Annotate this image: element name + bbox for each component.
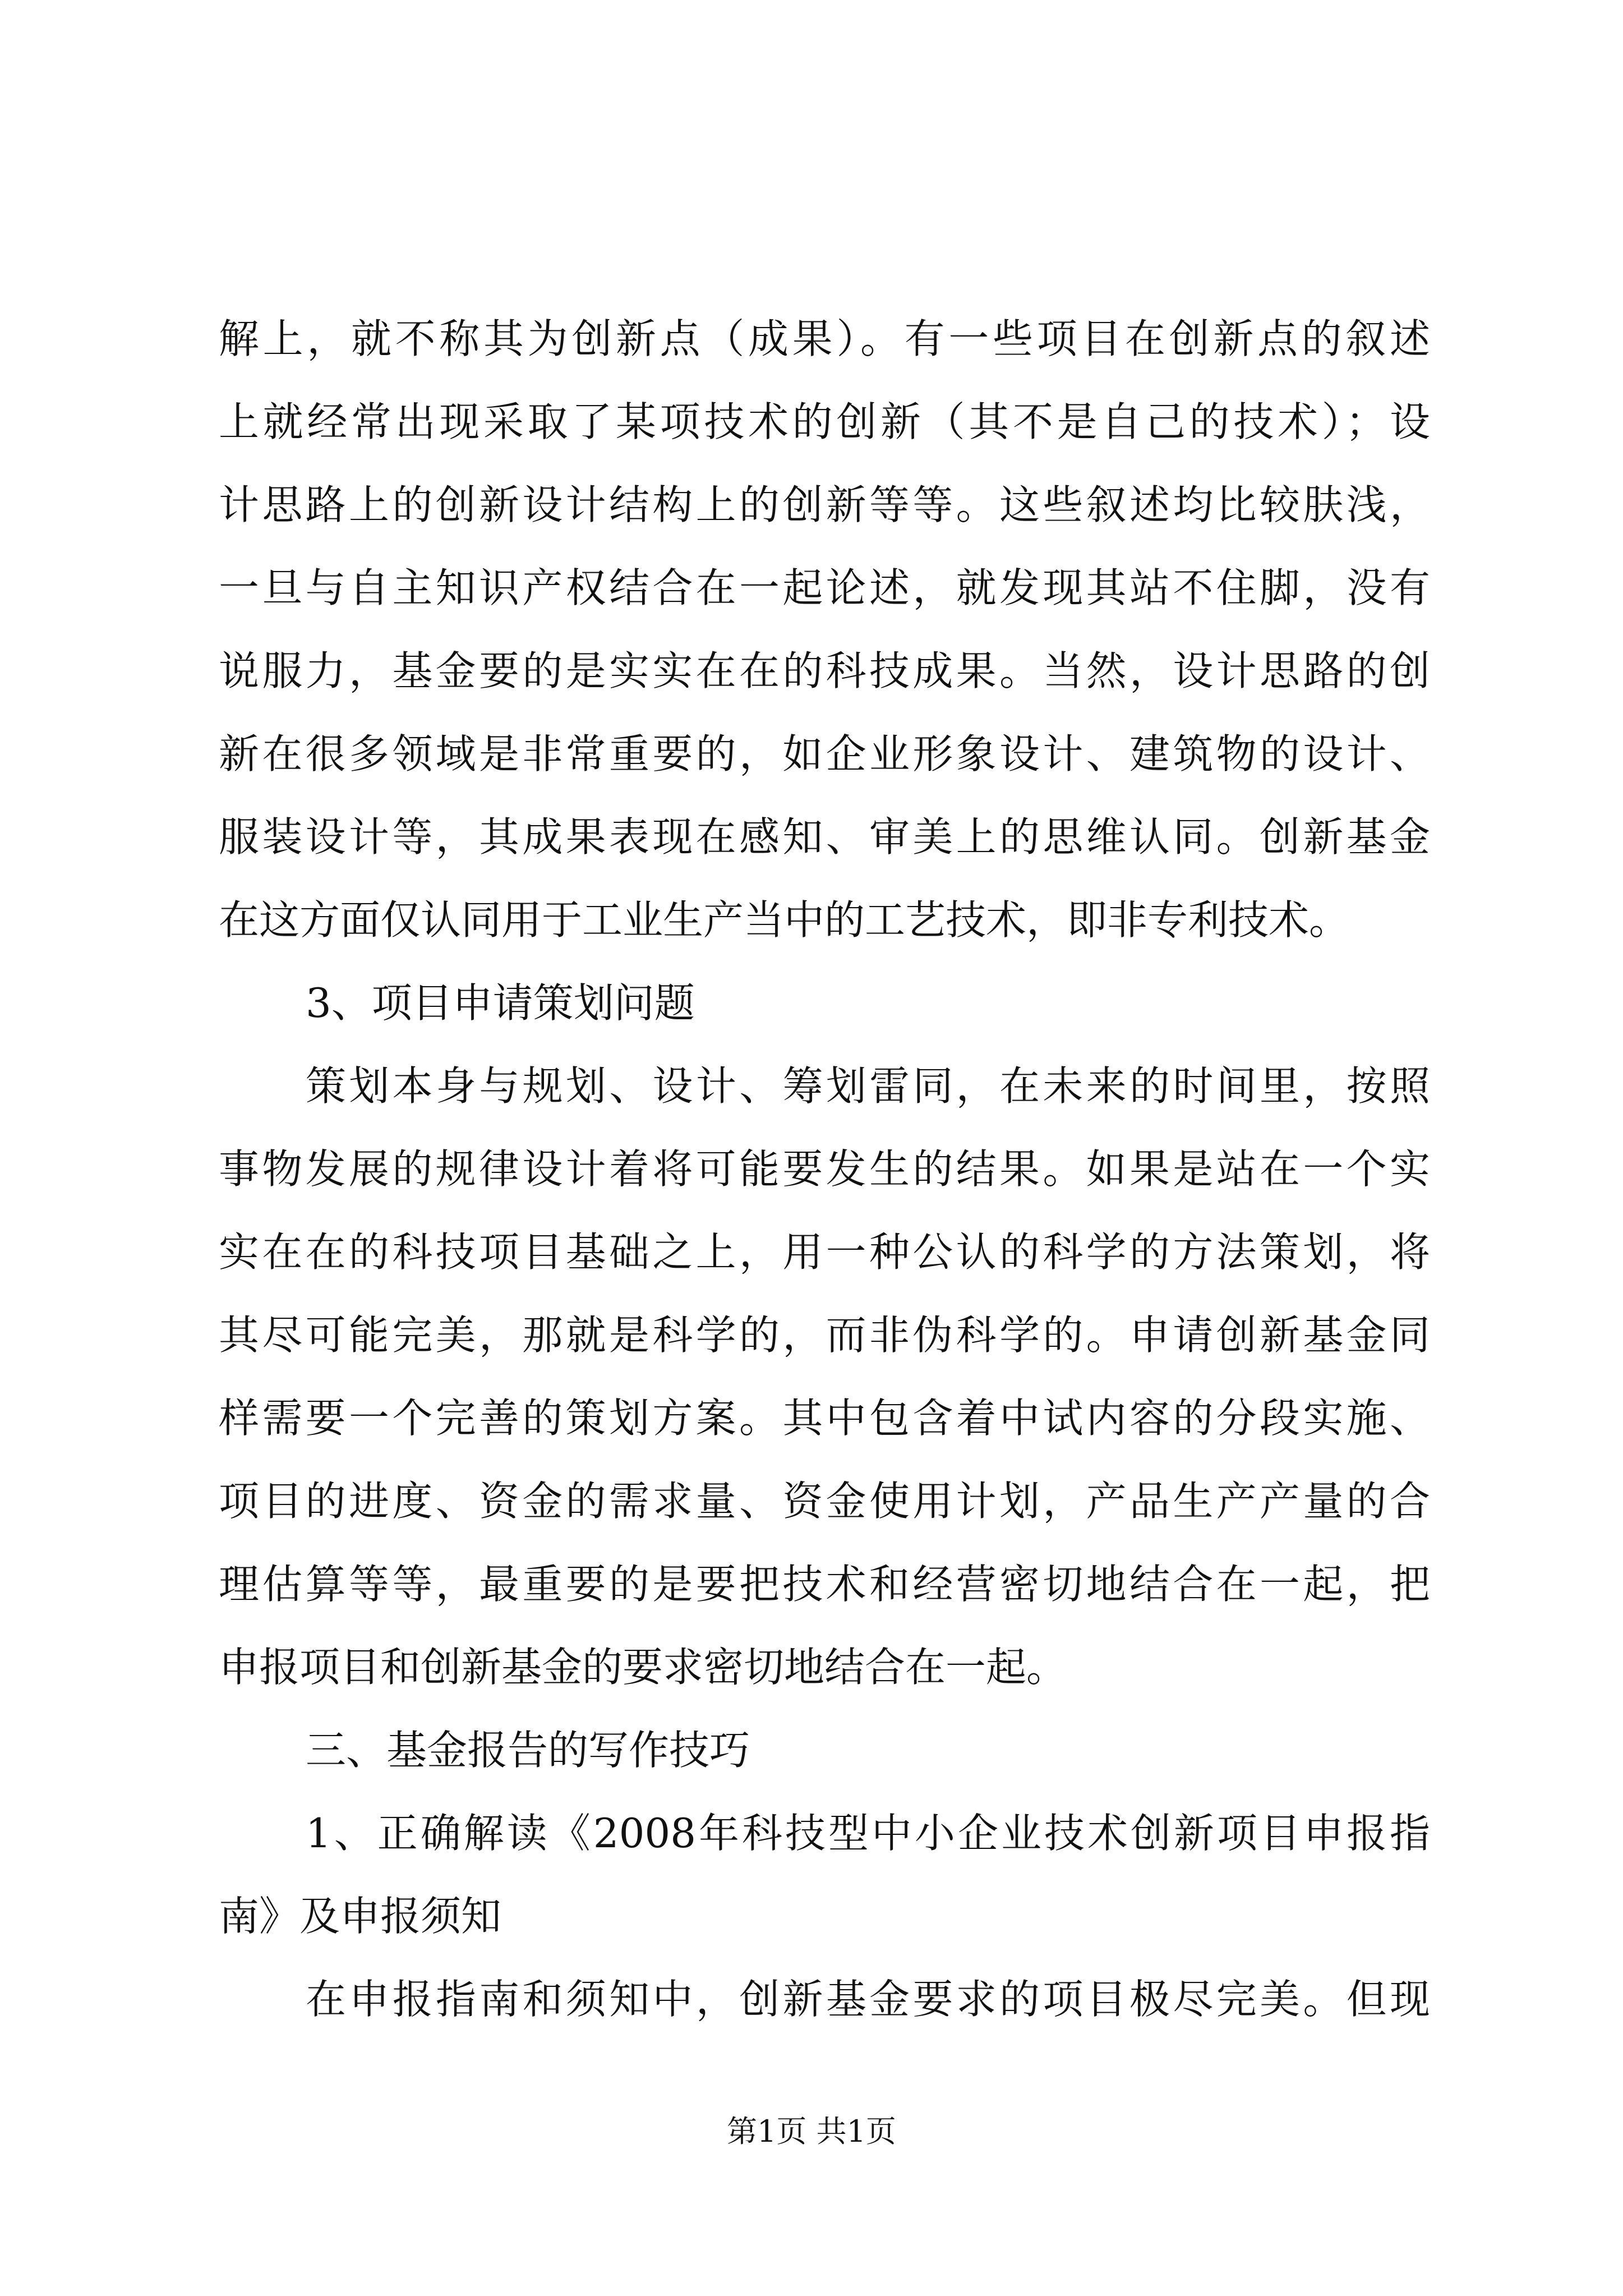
text-line: 一旦与自主知识产权结合在一起论述，就发现其站不住脚，没有 bbox=[219, 564, 1430, 611]
text-line: 策划本身与规划、设计、筹划雷同，在未来的时间里，按照 bbox=[306, 1062, 1430, 1110]
text-line: 事物发展的规律设计着将可能要发生的结果。如果是站在一个实 bbox=[219, 1145, 1430, 1193]
text-line: 在这方面仅认同用于工业生产当中的工艺技术，即非专利技术。 bbox=[219, 896, 1350, 944]
page-footer bbox=[0, 2109, 1623, 2154]
text-line: 理估算等等，最重要的是要把技术和经营密切地结合在一起，把 bbox=[219, 1561, 1430, 1608]
body-text bbox=[219, 297, 1430, 2041]
text-line: 其尽可能完美，那就是科学的，而非伪科学的。申请创新基金同 bbox=[219, 1312, 1430, 1359]
text-line: 南》及申报须知 bbox=[219, 1893, 502, 1940]
text-line: 项目的进度、资金的需求量、资金使用计划，产品生产产量的合 bbox=[219, 1478, 1430, 1525]
text-line: 申报项目和创新基金的要求密切地结合在一起。 bbox=[219, 1644, 1067, 1691]
text-line: 说服力，基金要的是实实在在的科技成果。当然，设计思路的创 bbox=[219, 647, 1430, 694]
text-line: 在申报指南和须知中，创新基金要求的项目极尽完美。但现 bbox=[306, 1976, 1430, 2023]
text-line: 实在在的科技项目基础之上，用一种公认的科学的方法策划，将 bbox=[219, 1228, 1430, 1276]
page-number-label: 第1页 共1页 bbox=[727, 2114, 896, 2149]
text-line: 上就经常出现采取了某项技术的创新（其不是自己的技术）；设 bbox=[219, 398, 1430, 445]
section-heading: 3、项目申请策划问题 bbox=[306, 979, 695, 1027]
section-heading: 三、基金报告的写作技巧 bbox=[306, 1727, 750, 1774]
text-line: 1、正确解读《2008年科技型中小企业技术创新项目申报指 bbox=[306, 1810, 1430, 1857]
text-line: 样需要一个完善的策划方案。其中包含着中试内容的分段实施、 bbox=[219, 1395, 1430, 1442]
text-line: 解上，就不称其为创新点（成果）。有一些项目在创新点的叙述 bbox=[219, 315, 1430, 362]
text-line: 计思路上的创新设计结构上的创新等等。这些叙述均比较肤浅， bbox=[219, 481, 1430, 528]
text-line: 服装设计等，其成果表现在感知、审美上的思维认同。创新基金 bbox=[219, 813, 1430, 861]
text-line: 新在很多领域是非常重要的，如企业形象设计、建筑物的设计、 bbox=[219, 730, 1430, 777]
